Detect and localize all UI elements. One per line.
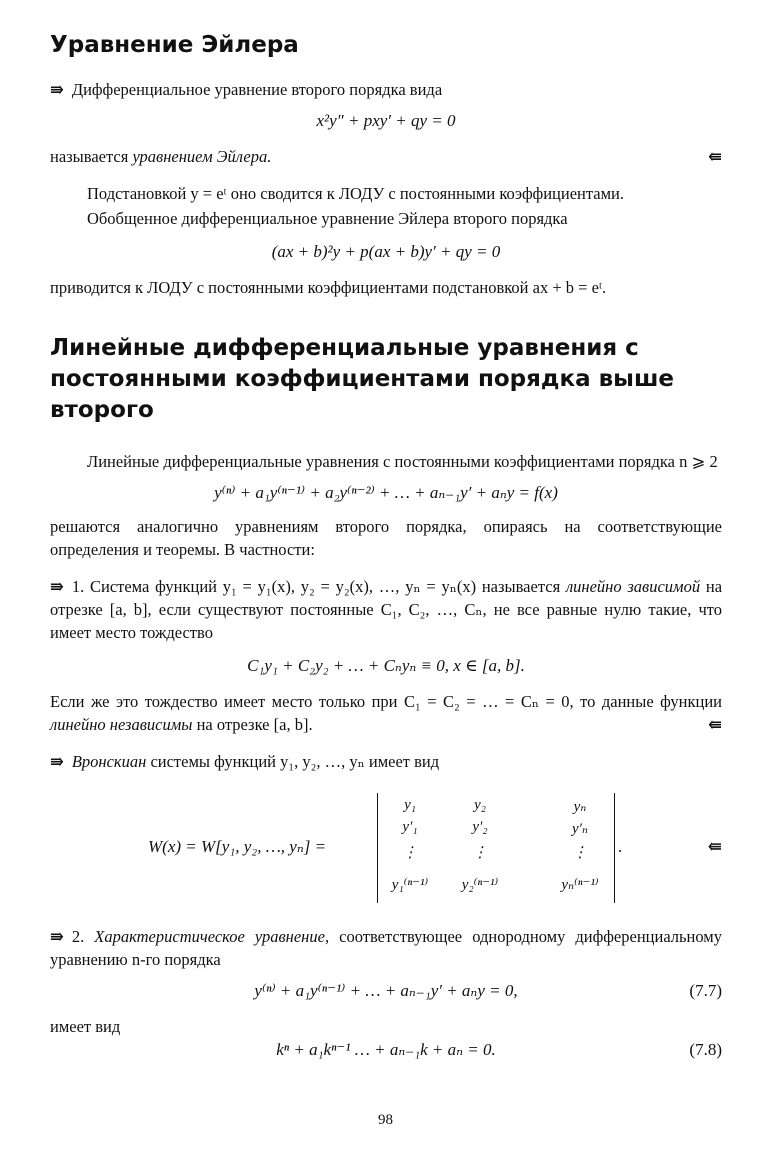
generalized-substitution: приводится к ЛОДУ с постоянными коэффициентами подстановкой ax + b = eᵗ. <box>50 278 607 297</box>
has-form-text: имеет вид <box>50 1017 121 1036</box>
det-cell: yₙ⁽ⁿ⁻¹⁾ <box>561 877 599 893</box>
det-cell: y₂⁽ⁿ⁻¹⁾ <box>461 877 499 893</box>
equation-number: (7.8) <box>689 1040 722 1059</box>
linear-heading: Линейные дифференциальные уравнения с постоянными коэффициентами порядка выше второго <box>50 335 674 423</box>
det-cell: ⋮ <box>572 845 588 861</box>
linear-independent-term: линейно независимы <box>50 715 193 734</box>
definition-start-marker: ⇛ <box>50 752 64 771</box>
definition-end-marker: ⇚ <box>707 837 722 856</box>
item1-definition: ⇛ 1. Система функций y₁ = y₁(x), y₂ = y₂(x), …, yₙ = yₙ(x) называется линейно зависимой на отрезке [a, b], если существуют постоянные C₁, C₂, …, Cₙ, не все равные нулю такие, что имеет место тождество <box>50 577 723 642</box>
definition-end-marker: ⇚ <box>708 715 722 734</box>
det-cell: ⋮ <box>472 845 488 861</box>
det-cell: y′₁ <box>402 819 418 835</box>
det-cell: y′ₙ <box>571 821 589 837</box>
det-cell: y′₂ <box>472 819 488 835</box>
independence-text: Если же это тождество имеет место только при C₁ = C₂ = … = Cₙ = 0, то данные функции линейно независимы на отрезке [a, b]. ⇚ <box>50 692 722 734</box>
item2-definition: ⇛ 2. Характеристическое уравнение, соответствующее однородному дифференциальному уравнению n-го порядка <box>50 927 722 969</box>
linear-dependent-term: линейно зависимой <box>565 577 701 596</box>
det-cell: y₁ <box>404 797 416 813</box>
characteristic-equation: kⁿ + a₁kⁿ⁻¹ … + aₙ₋₁k + aₙ = 0. (7.8) <box>276 1040 722 1059</box>
characteristic-term: Характеристическое уравнение, <box>94 927 330 946</box>
linear-intro: Линейные дифференциальные уравнения с постоянными коэффициентами порядка n ⩾ 2 <box>87 452 718 471</box>
generalized-euler-equation: (ax + b)²y + p(ax + b)y′ + qy = 0 <box>271 242 501 261</box>
euler-substitution: Подстановкой y = eᵗ оно сводится к ЛОДУ с постоянными коэффициентами. <box>87 184 625 203</box>
linear-general-equation: y⁽ⁿ⁾ + a₁y⁽ⁿ⁻¹⁾ + a₂y⁽ⁿ⁻²⁾ + … + aₙ₋₁y′ + aₙy = f(x) <box>214 483 558 502</box>
definition-start-marker: ⇛ <box>50 577 64 596</box>
page-body <box>50 30 722 1060</box>
generalized-euler-lead: Обобщенное дифференциальное уравнение Эйлера второго порядка <box>87 209 568 228</box>
wronskian-determinant <box>377 793 615 903</box>
wronskian-term: Вронскиан <box>71 752 147 771</box>
euler-definition-end: называется уравнением Эйлера. ⇚ <box>50 147 722 166</box>
homogeneous-equation: y⁽ⁿ⁾ + a₁y⁽ⁿ⁻¹⁾ + … + aₙ₋₁y′ + aₙy = 0, (7.7) <box>254 981 722 1000</box>
definition-start-marker: ⇛ <box>50 927 64 946</box>
definition-end-marker: ⇚ <box>708 147 722 166</box>
det-cell: yₙ <box>573 799 587 815</box>
definition-start-marker: ⇛ <box>50 80 64 99</box>
page-number: 98 <box>378 1112 393 1128</box>
wronskian-dot: . <box>618 837 623 856</box>
equation-number: (7.7) <box>689 981 722 1000</box>
wronskian-lead: ⇛ Вронскиан системы функций y₁, y₂, …, yₙ имеет вид <box>50 752 440 771</box>
identity-equation: C₁y₁ + C₂y₂ + … + Cₙyₙ ≡ 0, x ∈ [a, b]. <box>247 656 525 675</box>
det-cell: y₂ <box>474 797 486 813</box>
linear-solved-text: решаются аналогично уравнениям второго порядка, опираясь на соответствующие определения и теоремы. В частности: <box>50 517 722 559</box>
euler-equation: x²y″ + pxy′ + qy = 0 <box>316 111 456 130</box>
euler-definition-lead: ⇛ Дифференциальное уравнение второго порядка вида <box>50 80 443 99</box>
euler-heading: Уравнение Эйлера <box>50 32 299 58</box>
det-cell: y₁⁽ⁿ⁻¹⁾ <box>391 877 429 893</box>
wronskian-formula <box>50 789 722 909</box>
euler-term: уравнением Эйлера. <box>132 147 272 166</box>
det-cell: ⋮ <box>402 845 418 861</box>
wronskian-label: W(x) = W[y₁, y₂, …, yₙ] = <box>148 837 327 856</box>
